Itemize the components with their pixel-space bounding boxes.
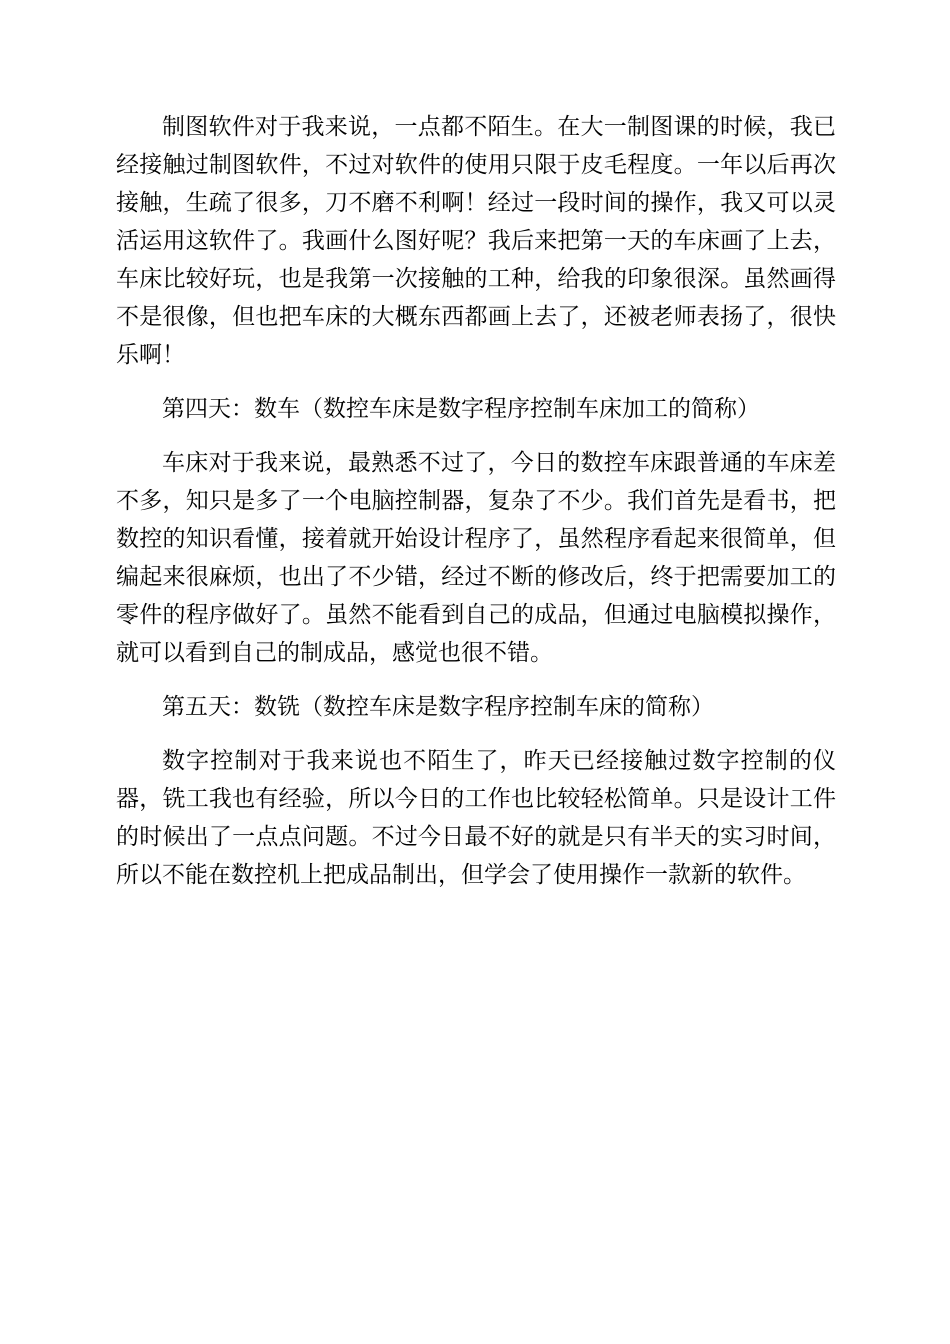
paragraph-drawing-software: 制图软件对于我来说，一点都不陌生。在大一制图课的时候，我已经接触过制图软件，不过对软件的使用只限于皮毛程度。一年以后再次接触，生疏了很多，刀不磨不利啊！经过一段时间的操作，我又可以灵活运用这软件了。我画什么图好呢？我后来把第一天的车床画了上去，车床比较好玩，也是我第一次接触的工种，给我的印象很深。虽然画得不是很像，但也把车床的大概东西都画上去了，还被老师表扬了，很快乐啊！ [116, 114, 836, 368]
document-body [116, 108, 836, 910]
paragraph-cnc-lathe: 车床对于我来说，最熟悉不过了，今日的数控车床跟普通的车床差不多，知只是多了一个电脑控制器，复杂了不少。我们首先是看书，把数控的知识看懂，接着就开始设计程序了，虽然程序看起来很简单，但编起来很麻烦，也出了不少错，经过不断的修改后，终于把需要加工的零件的程序做好了。虽然不能看到自己的成品，但通过电脑模拟操作，就可以看到自己的制成品，感觉也很不错。 [116, 450, 836, 666]
heading-day-four: 第四天：数车（数控车床是数字程序控制车床加工的简称） [162, 396, 760, 422]
paragraph-cnc-milling: 数字控制对于我来说也不陌生了，昨天已经接触过数字控制的仪器，铣工我也有经验，所以今日的工作也比较轻松简单。只是设计工件的时候出了一点点问题。不过今日最不好的就是只有半天的实习时间，所以不能在数控机上把成品制出，但学会了使用操作一款新的软件。 [116, 748, 836, 888]
heading-day-five: 第五天：数铣（数控车床是数字程序控制车床的简称） [162, 694, 714, 720]
